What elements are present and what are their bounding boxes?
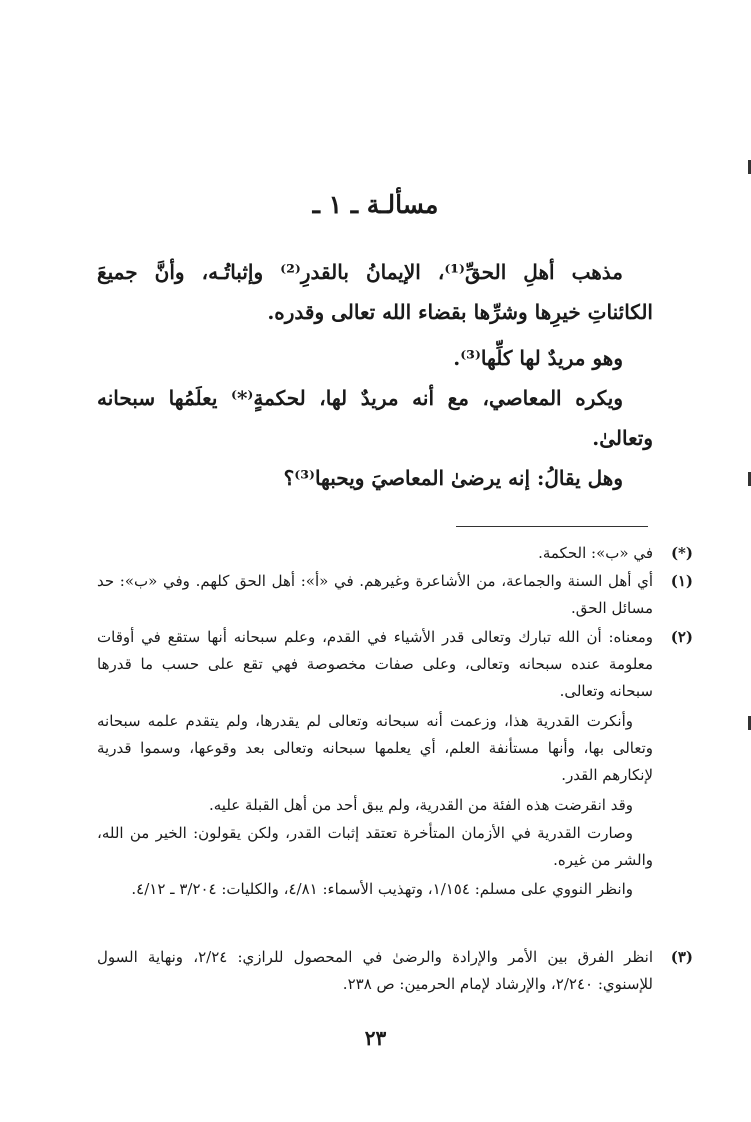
main-paragraph-1: مذهب أهلِ الحقِّ⁽¹⁾، الإيمانُ بالقدرِ⁽²⁾ وإثباتُـه، وأنَّ جميعَ الكائناتِ خيرِها وشرِّها بقضاء الله تعالى وقدره. [97,260,653,324]
main-paragraph-4: وهل يقالُ: إنه يرضىٰ المعاصيَ ويحبها⁽³⁾؟ [283,466,623,490]
footnote-3 [97,944,693,998]
main-paragraph-2: وهو مريدٌ لها كلِّها⁽³⁾. [453,346,623,370]
footnote-2-paragraph-5: وانظر النووي على مسلم: ١/١٥٤، وتهذيب الأسماء: ٤/٨١، والكليات: ٣/٢٠٤ ـ ٤/١٢. [131,880,633,898]
footnote-2 [97,624,693,705]
footnote-text: انظر الفرق بين الأمر والإرادة والرضىٰ في المحصول للرازي: ٢/٢٤، ونهاية السول للإسنوي: ٢/٢٤٠، والإرشاد لإمام الحرمين: ص ٢٣٨. [97,948,653,993]
footnote-number: (١) [670,572,693,590]
footnote-text: أي أهل السنة والجماعة، من الأشاعرة وغيرهم. في «أ»: أهل الحق كلهم. وفي «ب»: حد مسائل الحق. [97,572,653,617]
footnote-2-paragraph-3: وقد انقرضت هذه الفئة من القدرية، ولم يبق أحد من أهل القبلة عليه. [209,796,633,814]
footnote-number: (*) [670,544,693,562]
footnote-1 [97,568,693,622]
footnote-number: (٣) [670,948,693,966]
footnote-text: في «ب»: الحكمة. [538,544,653,562]
footnote-2-paragraph-4: وصارت القدرية في الأزمان المتأخرة تعتقد إثبات القدر، ولكن يقولون: الخير من الله، والشر من غيره. [97,824,653,869]
page-title: مسألـة ـ ١ ـ [312,190,439,219]
footnote-2-paragraph-2: وأنكرت القدرية هذا، وزعمت أنه سبحانه وتعالى لم يقدرها، ولم يتقدم علمه سبحانه وتعالى بها، وأنها مستأنفة العلم، أي يعلمها سبحانه وتعالى بعد وقوعها، وسموا قدرية لإنكارهم القدر. [97,712,653,784]
main-paragraph-3: ويكره المعاصي، مع أنه مريدٌ لها، لحكمةٍ⁽*⁾ يعلَمُها سبحانه وتعالىٰ. [97,386,653,450]
page-number: ٢٣ [364,1026,387,1050]
footnote-number: (٢) [670,628,693,646]
footnote-star [97,540,693,567]
footnote-separator [456,526,648,527]
footnote-text: ومعناه: أن الله تبارك وتعالى قدر الأشياء في القدم، وعلم سبحانه أنها ستقع في أوقات معلومة عنده سبحانه وتعالى، وعلى صفات مخصوصة فهي تقع على حسب ما قدرها سبحانه وتعالى. [97,628,653,700]
